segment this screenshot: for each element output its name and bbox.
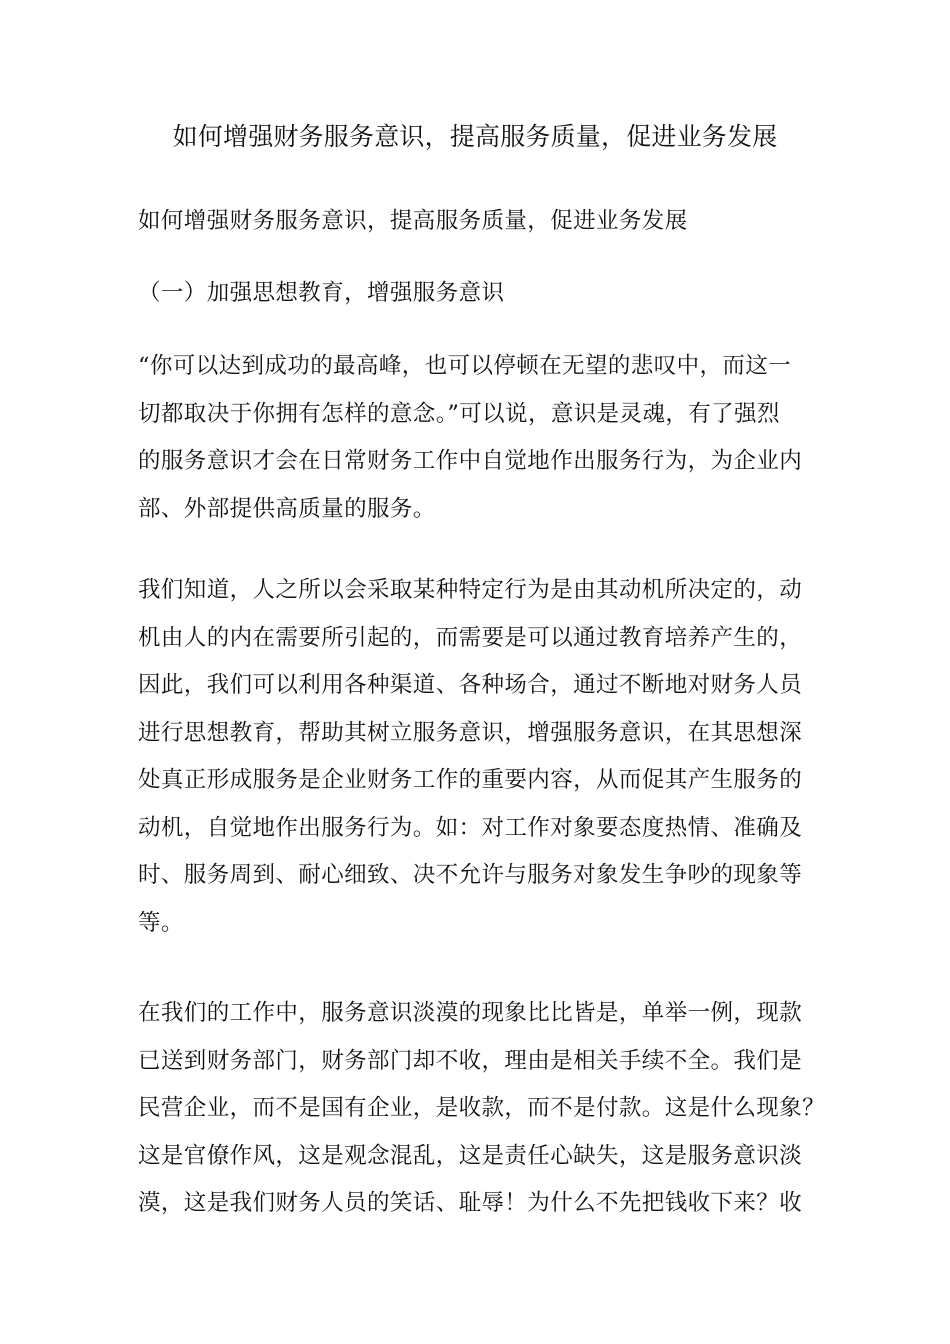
paragraph-line: 处真正形成服务是企业财务工作的重要内容，从而促其产生服务的 xyxy=(138,767,803,793)
paragraph-line: 因此，我们可以利用各种渠道、各种场合，通过不断地对财务人员 xyxy=(138,672,803,698)
paragraph-line: 我们知道，人之所以会采取某种特定行为是由其动机所决定的，动 xyxy=(138,577,803,603)
paragraph-line: 时、服务周到、耐心细致、决不允许与服务对象发生争吵的现象等 xyxy=(138,862,803,888)
paragraph-line: 民营企业，而不是国有企业，是收款，而不是付款。这是什么现象？ xyxy=(138,1095,826,1121)
paragraph-line: 这是官僚作风，这是观念混乱，这是责任心缺失，这是服务意识淡 xyxy=(138,1142,803,1169)
paragraph-line: 部、外部提供高质量的服务。 xyxy=(138,495,436,522)
paragraph-line: 的服务意识才会在日常财务工作中自觉地作出服务行为，为企业内 xyxy=(138,448,803,474)
paragraph-line: 动机，自觉地作出服务行为。如：对工作对象要态度热情、准确及 xyxy=(138,814,803,841)
paragraph-line: 已送到财务部门，财务部门却不收，理由是相关手续不全。我们是 xyxy=(138,1047,803,1074)
paragraph-line: 在我们的工作中，服务意识淡漠的现象比比皆是，单举一例，现款 xyxy=(138,1000,803,1026)
paragraph-line: 进行思想教育，帮助其树立服务意识，增强服务意识，在其思想深 xyxy=(138,719,803,746)
paragraph-line: “你可以达到成功的最高峰，也可以停顿在无望的悲叹中，而这一 xyxy=(138,353,792,379)
paragraph-line: 机由人的内在需要所引起的，而需要是可以通过教育培养产生的， xyxy=(138,624,803,651)
paragraph-2 xyxy=(138,567,828,947)
document-title: 如何增强财务服务意识，提高服务质量，促进业务发展 xyxy=(172,122,778,151)
paragraph-1 xyxy=(138,343,828,533)
paragraph-line: 等。 xyxy=(138,909,184,936)
paragraph-line: 漠，这是我们财务人员的笑话、耻辱！为什么不先把钱收下来？收 xyxy=(138,1190,803,1216)
section-heading: （一）加强思想教育，增强服务意识 xyxy=(138,280,505,306)
paragraph-line: 切都取决于你拥有怎样的意念。”可以说，意识是灵魂，有了强烈 xyxy=(138,400,780,427)
paragraph-3 xyxy=(138,990,828,1228)
document-subtitle: 如何增强财务服务意识，提高服务质量，促进业务发展 xyxy=(138,208,688,234)
